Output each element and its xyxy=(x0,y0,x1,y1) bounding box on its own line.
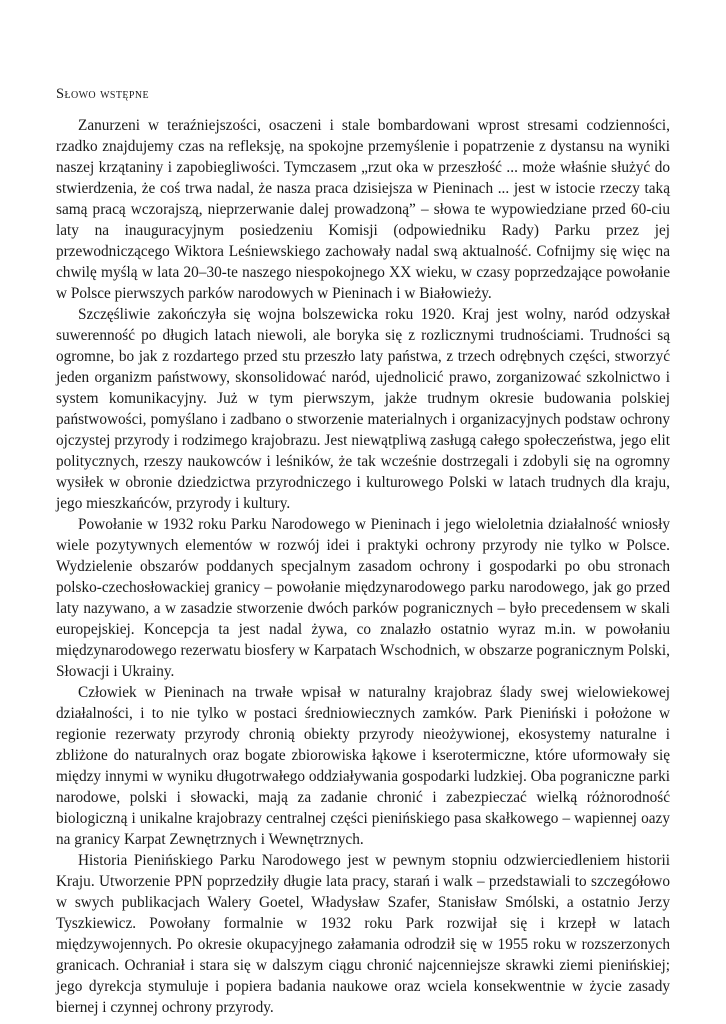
section-heading: Słowo wstępne xyxy=(56,86,149,102)
body-text xyxy=(56,115,670,1018)
paragraph-4: Człowiek w Pieninach na trwałe wpisał w naturalny krajobraz ślady swej wielowiekowej działalności, i to nie tylko w postaci średniowiecznych zamków. Park Pieniński i położone w regionie rezerwaty przyrody chronią obiekty przyrody nieożywionej, ekosystemy naturalne i zbliżone do naturalnych oraz bogate zbiorowiska łąkowe i kserotermiczne, które uformowały się między innymi w wyniku długotrwałego oddziaływania gospodarki ludzkiej. Oba pograniczne parki narodowe, polski i słowacki, mają za zadanie chronić i zabezpieczać wielką różnorodność biologiczną i unikalne krajobrazy centralnej części pienińskiego pasa skałkowego – wapiennej oazy na granicy Karpat Zewnętrznych i Wewnętrznych. xyxy=(56,684,670,848)
paragraph-3: Powołanie w 1932 roku Parku Narodowego w Pieninach i jego wieloletnia działalność wniosły wiele pozytywnych elementów w rozwój idei i praktyki ochrony przyrody nie tylko w Polsce. Wydzielenie obszarów poddanych specjalnym zasadom ochrony i gospodarki po obu stronach polsko-czechosłowackiej granicy – powołanie międzynarodowego parku narodowego, jak go przed laty nazywano, a w zasadzie stworzenie dwóch parków pogranicznych – było precedensem w skali europejskiej. Koncepcja ta jest nadal żywa, co znalazło ostatnio wyraz m.in. w powołaniu międzynarodowego rezerwatu biosfery w Karpatach Wschodnich, w obszarze pogranicznym Polski, Słowacji i Ukrainy. xyxy=(56,516,670,680)
paragraph-5: Historia Pienińskiego Parku Narodowego jest w pewnym stopniu odzwierciedleniem historii Kraju. Utworzenie PPN poprzedziły długie lata pracy, starań i walk – przedstawiali to szczegółowo w swych publikacjach Walery Goetel, Władysław Szafer, Stanisław Smólski, a ostatnio Jerzy Tyszkiewicz. Powołany formalnie w 1932 roku Park rozwijał się i krzepł w latach międzywojennych. Po okresie okupacyjnego załamania odrodził się w 1955 roku w rozszerzonych granicach. Ochraniał i stara się w dalszym ciągu chronić najcenniejsze skrawki ziemi pienińskiej; jego dyrekcja stymuluje i popiera badania naukowe oraz wciela konsekwentnie w życie zasady biernej i czynnej ochrony przyrody. xyxy=(56,852,670,1016)
paragraph-1: Zanurzeni w teraźniejszości, osaczeni i stale bombardowani wprost stresami codzienności, rzadko znajdujemy czas na refleksję, na spokojne przemyślenie i popatrzenie z dystansu na wyniki naszej krzątaniny i zapobiegliwości. Tymczasem „rzut oka w przeszłość ... może właśnie służyć do stwierdzenia, że coś trwa nadal, że nasza praca dzisiejsza w Pieninach ... jest w istocie rzeczy taką samą pracą wczorajszą, nieprzerwanie dalej prowadzoną” – słowa te wypowiedziane przed 60-ciu laty na inauguracyjnym posiedzeniu Komisji (odpowiedniku Rady) Parku przez jej przewodniczącego Wiktora Leśniewskiego zachowały nadal swą aktualność. Cofnijmy się więc na chwilę myślą w lata 20–30-te naszego niespokojnego XX wieku, w czasy poprzedzające powołanie w Polsce pierwszych parków narodowych w Pieninach i w Białowieży. xyxy=(56,117,670,302)
paragraph-2: Szczęśliwie zakończyła się wojna bolszewicka roku 1920. Kraj jest wolny, naród odzyskał suwerenność po długich latach niewoli, ale boryka się z rozlicznymi trudnościami. Trudności są ogromne, bo jak z rozdartego przed stu przeszło laty państwa, z trzech odrębnych części, stworzyć jeden organizm państwowy, skonsolidować naród, ujednolicić prawo, zorganizować szkolnictwo i system komunikacyjny. Już w tym pierwszym, jakże trudnym okresie budowania polskiej państwowości, pomyślano i zadbano o stworzenie materialnych i organizacyjnych podstaw ochrony ojczystej przyrody i rodzimego krajobrazu. Jest niewątpliwą zasługą całego społeczeństwa, jego elit politycznych, rzeszy naukowców i leśników, że tak wcześnie dostrzegali i zdobyli się na ogromny wysiłek w obronie dziedzictwa przyrodniczego i kulturowego Polski w latach trudnych dla kraju, jego mieszkańców, przyrody i kultury. xyxy=(56,306,670,512)
